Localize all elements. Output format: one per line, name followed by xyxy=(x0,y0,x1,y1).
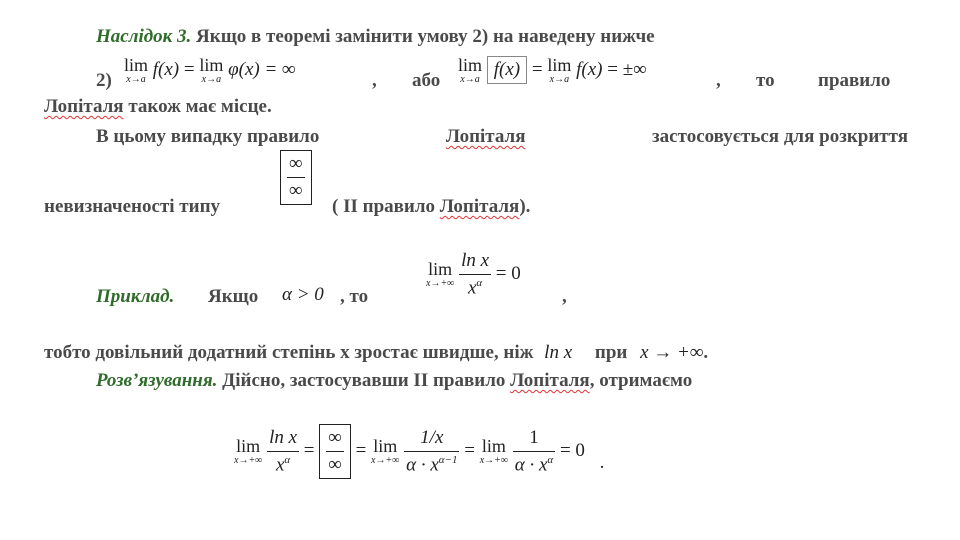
rule-word: правило xyxy=(818,70,891,91)
solution-label: Розв’язування. xyxy=(96,370,218,391)
lhopital-name: Лопіталя xyxy=(44,96,124,117)
solution-line xyxy=(96,370,692,392)
corollary-label: Наслідок 3. xyxy=(96,26,192,47)
lhopital-rest: також має місце. xyxy=(128,96,272,117)
condition-formula-2: lim x→a f(x) = lim x→a f(x) = ±∞ xyxy=(458,55,647,86)
indeterminacy-line xyxy=(44,150,531,217)
alpha-condition: α > 0 xyxy=(282,284,324,305)
lhopital-name: Лопіталя xyxy=(445,126,526,147)
condition-number: 2) xyxy=(96,70,112,91)
comma: , xyxy=(372,70,377,91)
lhopital-name: Лопіталя xyxy=(510,370,590,391)
x-limit: x → +∞ xyxy=(640,342,704,363)
ln-x: ln x xyxy=(544,342,573,363)
final-formula: lim x→+∞ $\frac{\text{ln x}}{x^\alpha}$ = $\frac{\infty}{\infty}$ = lim x→+∞ $\frac{1/x}{\alpha \cdot x^{\alpha-1}}$ = lim x→+∞ $\frac{1}{\alpha \cdot x^\alpha}$ = 0 . xyxy=(234,424,604,479)
growth-line: тобто довільний додатний степінь x зростає швидше, ніж ln x при x → +∞. xyxy=(44,342,709,363)
lhopital-line xyxy=(44,96,272,118)
solution-text-2: , отримаємо xyxy=(589,370,693,391)
case-line xyxy=(96,126,908,148)
then-word: то xyxy=(756,70,775,91)
indeterminacy-text: невизначеності типу xyxy=(44,196,221,217)
example-formula: lim x→+∞ $\frac{\text{ln x}}{x^\alpha}$ = 0 xyxy=(426,250,521,299)
corollary-text: Якщо в теоремі замінити умову 2) на наведену нижче xyxy=(196,26,655,47)
corollary-line xyxy=(96,26,655,48)
rule-ref: ( II правило Лопіталя). xyxy=(332,196,531,217)
at-word: при xyxy=(594,342,628,363)
example-then: , то xyxy=(340,286,369,307)
case-text-1: В цьому випадку правило xyxy=(96,126,320,147)
example-label: Приклад. xyxy=(96,286,175,307)
example-if: Якщо xyxy=(208,286,259,307)
solution-text-1: Дійсно, застосувавши II правило xyxy=(222,370,506,391)
case-text-2: застосовується для розкриття xyxy=(652,126,908,147)
growth-text: тобто довільний додатний степінь x зростає швидше, ніж xyxy=(44,342,534,363)
inf-over-inf: $\frac{\infty}{\infty}$ xyxy=(280,150,312,205)
or-word: або xyxy=(412,70,441,91)
condition-formula-1: lim x→a f(x) = lim x→a φ(x) = ∞ xyxy=(124,55,296,85)
comma: , xyxy=(562,286,567,307)
comma: , xyxy=(716,70,721,91)
